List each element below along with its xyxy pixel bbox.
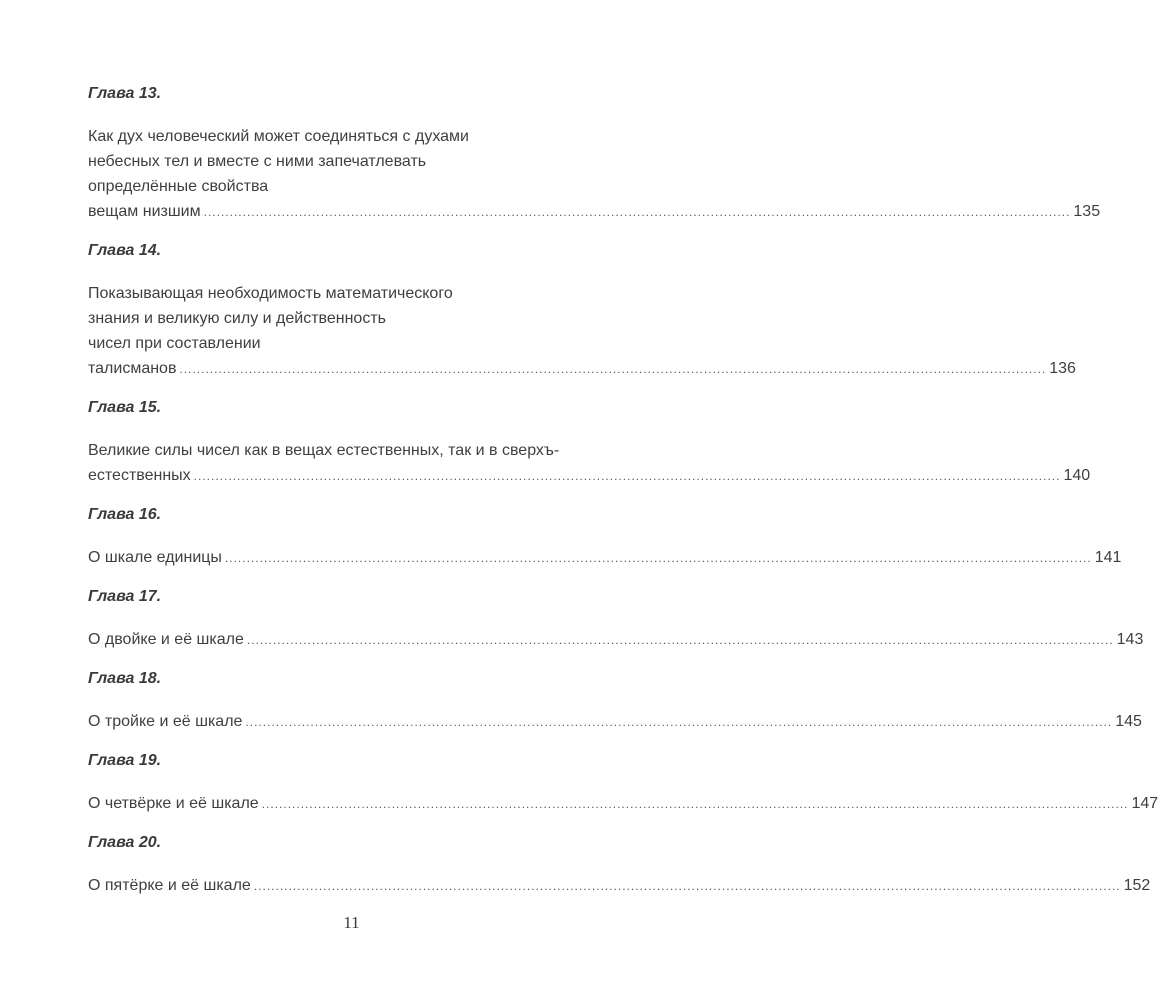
toc-chapter-15: [88, 398, 1091, 489]
entry-text-line: небесных тел и вместе с ними запечатлевать: [88, 153, 427, 170]
entry-text-line: вещам низшим: [88, 203, 201, 220]
entry-text-line: О тройке и её шкале: [88, 713, 243, 730]
entry-text-line: определённые свойства: [88, 178, 269, 195]
page-number: 11: [343, 913, 360, 932]
dot-leader: ........................................................................................................................................................................................................: [253, 879, 1121, 893]
toc-chapter-17: [88, 587, 1144, 653]
toc-entry: [88, 124, 1101, 225]
entry-page-number: 136: [1049, 360, 1076, 377]
entry-text-line: Великие силы чисел как в вещах естественных, так и в сверхъ-: [88, 442, 560, 459]
toc-chapter-20: [88, 833, 1151, 899]
entry-page-number: 141: [1094, 549, 1122, 566]
entry-page-number: 147: [1131, 795, 1158, 812]
entry-text-line: О четвёрке и её шкале: [88, 795, 259, 812]
entry-text-line: талисманов: [88, 360, 177, 377]
toc-entry: [88, 545, 1122, 571]
dot-leader: ........................................................................................................................................................................................................: [246, 633, 1114, 647]
toc-entry: [88, 873, 1151, 899]
entry-last-line: [88, 356, 1076, 382]
dot-leader: ........................................................................................................................................................................................................: [179, 362, 1047, 376]
dot-leader: ........................................................................................................................................................................................................: [224, 551, 1092, 565]
dot-leader: ........................................................................................................................................................................................................: [245, 715, 1113, 729]
entry-text-line: О шкале единицы: [88, 549, 222, 566]
toc-chapter-14: [88, 241, 1076, 382]
entry-last-line: [88, 463, 1091, 489]
chapter-heading: Глава 16.: [88, 506, 162, 523]
chapter-heading: Глава 13.: [88, 85, 162, 102]
entry-text-line: О пятёрке и её шкале: [88, 877, 251, 894]
toc-chapter-19: [88, 751, 1158, 817]
entry-page-number: 145: [1115, 713, 1142, 730]
entry-page-number: 152: [1123, 877, 1151, 894]
toc-entry: [88, 438, 1091, 489]
chapter-heading: Глава 14.: [88, 242, 162, 259]
entry-last-line: [88, 545, 1122, 571]
chapter-heading: Глава 19.: [88, 752, 162, 769]
entry-last-line: [88, 199, 1101, 225]
chapter-heading: Глава 18.: [88, 670, 162, 687]
toc-chapter-16: [88, 505, 1122, 571]
toc-entry: [88, 627, 1144, 653]
toc-entry: [88, 709, 1142, 735]
entry-text-line: естественных: [88, 467, 191, 484]
entry-page-number: 143: [1116, 631, 1144, 648]
entry-page-number: 140: [1063, 467, 1091, 484]
dot-leader: ........................................................................................................................................................................................................: [193, 469, 1061, 483]
entry-text-line: О двойке и её шкале: [88, 631, 244, 648]
chapter-heading: Глава 17.: [88, 588, 162, 605]
chapter-heading: Глава 15.: [88, 399, 162, 416]
entry-last-line: [88, 627, 1144, 653]
toc-entry: [88, 281, 1076, 382]
entry-page-number: 135: [1073, 203, 1101, 220]
table-of-contents: [88, 84, 1158, 915]
entry-last-line: [88, 709, 1142, 735]
entry-text-line: Показывающая необходимость математического: [88, 285, 453, 302]
dot-leader: ........................................................................................................................................................................................................: [261, 797, 1129, 811]
chapter-heading: Глава 20.: [88, 834, 162, 851]
entry-last-line: [88, 873, 1151, 899]
dot-leader: ........................................................................................................................................................................................................: [203, 205, 1071, 219]
entry-text-line: знания и великую силу и действенность: [88, 310, 386, 327]
toc-chapter-13: [88, 84, 1101, 225]
toc-entry: [88, 791, 1158, 817]
entry-text-line: Как дух человеческий может соединяться с духами: [88, 128, 469, 145]
entry-text-line: чисел при составлении: [88, 335, 261, 352]
toc-chapter-18: [88, 669, 1142, 735]
entry-last-line: [88, 791, 1158, 817]
